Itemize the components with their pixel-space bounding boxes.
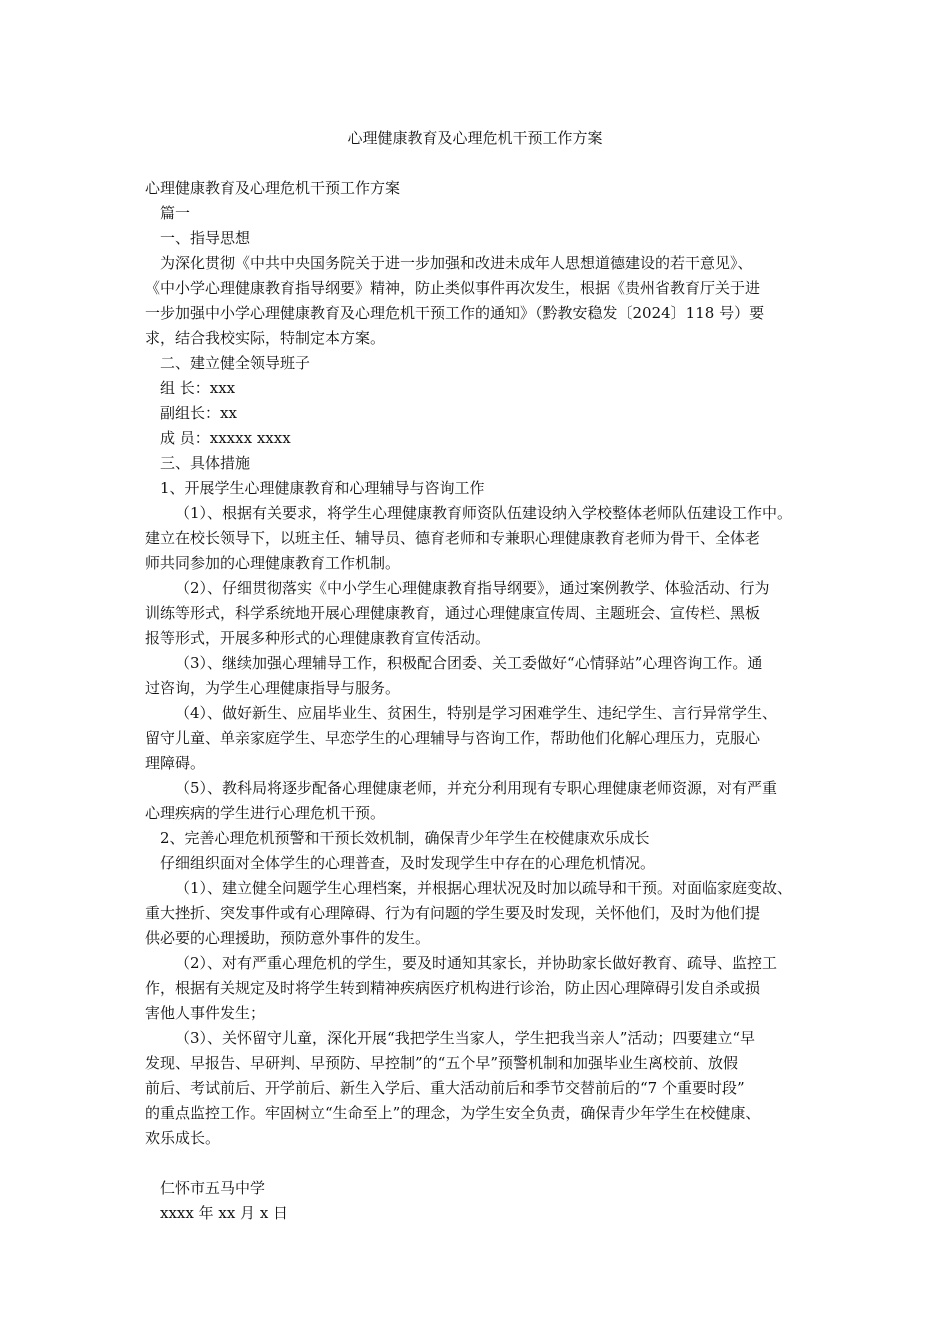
document-line: 一步加强中小学心理健康教育及心理危机干预工作的通知》（黔教安稳发〔2024〕118 号）要 bbox=[145, 304, 765, 322]
document-line: 重大挫折、突发事件或有心理障碍、行为有问题的学生要及时发现，关怀他们，及时为他们提 bbox=[145, 904, 761, 922]
document-line: 报等形式，开展多种形式的心理健康教育宣传活动。 bbox=[145, 629, 491, 647]
document-line: 组 长：xxx bbox=[160, 379, 236, 397]
document-line: 2、完善心理危机预警和干预长效机制，确保青少年学生在校健康欢乐成长 bbox=[160, 829, 650, 847]
document-line: 的重点监控工作。牢固树立“生命至上”的理念，为学生安全负责，确保青少年学生在校健康、 bbox=[145, 1104, 761, 1122]
document-line: 副组长：xx bbox=[160, 404, 237, 422]
page-title: 心理健康教育及心理危机干预工作方案 bbox=[347, 129, 603, 147]
document-line: 二、建立健全领导班子 bbox=[160, 354, 311, 372]
document-line: 作，根据有关规定及时将学生转到精神疾病医疗机构进行诊治，防止因心理障碍引发自杀或损 bbox=[145, 979, 761, 997]
document-line: 篇一 bbox=[160, 204, 191, 222]
document-line: 留守儿童、单亲家庭学生、早恋学生的心理辅导与咨询工作，帮助他们化解心理压力，克服心 bbox=[145, 729, 761, 747]
document-line: （3）、关怀留守儿童，深化开展“我把学生当家人，学生把我当亲人”活动；四要建立“早 bbox=[175, 1029, 756, 1047]
document-line: 三、具体措施 bbox=[160, 454, 251, 472]
document-line: 供必要的心理援助，预防意外事件的发生。 bbox=[145, 929, 431, 947]
document-line: （4）、做好新生、应届毕业生、贫困生，特别是学习困难学生、违纪学生、言行异常学生、 bbox=[175, 704, 778, 722]
document-line: （2）、仔细贯彻落实《中小学生心理健康教育指导纲要》，通过案例教学、体验活动、行为 bbox=[175, 579, 770, 597]
document-line: （2）、对有严重心理危机的学生，要及时通知其家长，并协助家长做好教育、疏导、监控工 bbox=[175, 954, 778, 972]
document-line: （5）、教科局将逐步配备心理健康老师，并充分利用现有专职心理健康老师资源，对有严重 bbox=[175, 779, 778, 797]
document-line: 1、开展学生心理健康教育和心理辅导与咨询工作 bbox=[160, 479, 485, 497]
document-line: xxxx 年 xx 月 x 日 bbox=[160, 1204, 289, 1222]
document-line: 仔细组织面对全体学生的心理普查，及时发现学生中存在的心理危机情况。 bbox=[160, 854, 656, 872]
document-line: 害他人事件发生； bbox=[145, 1004, 266, 1022]
document-line: （1）、根据有关要求，将学生心理健康教育师资队伍建设纳入学校整体老师队伍建设工作中。 bbox=[175, 504, 793, 522]
document-line: 发现、早报告、早研判、早预防、早控制”的“五个早”预警机制和加强毕业生离校前、放假 bbox=[145, 1054, 739, 1072]
document-line: 心理疾病的学生进行心理危机干预。 bbox=[145, 804, 386, 822]
document-line: 欢乐成长。 bbox=[145, 1129, 221, 1147]
document-line: 成 员：xxxxx xxxx bbox=[160, 429, 291, 447]
document-line: （3）、继续加强心理辅导工作，积极配合团委、关工委做好“心情驿站”心理咨询工作。通 bbox=[175, 654, 763, 672]
document-line: 为深化贯彻《中共中央国务院关于进一步加强和改进未成年人思想道德建设的若干意见》、 bbox=[160, 254, 753, 272]
document-body bbox=[145, 176, 817, 1226]
document-line: （1）、建立健全问题学生心理档案，并根据心理状况及时加以疏导和干预。对面临家庭变故、 bbox=[175, 879, 793, 897]
document-line: 建立在校长领导下，以班主任、辅导员、德育老师和专兼职心理健康教育老师为骨干、全体老 bbox=[145, 529, 761, 547]
document-line: 心理健康教育及心理危机干预工作方案 bbox=[145, 179, 401, 197]
blank-line bbox=[145, 1151, 817, 1176]
document-line: 仁怀市五马中学 bbox=[160, 1179, 266, 1197]
document-line: 前后、考试前后、开学前后、新生入学后、重大活动前后和季节交替前后的“7 个重要时段” bbox=[145, 1079, 745, 1097]
document-line: 训练等形式，科学系统地开展心理健康教育，通过心理健康宣传周、主题班会、宣传栏、黑板 bbox=[145, 604, 761, 622]
document-line: 理障碍。 bbox=[145, 754, 206, 772]
document-line: 过咨询，为学生心理健康指导与服务。 bbox=[145, 679, 401, 697]
document-line: 求，结合我校实际，特制定本方案。 bbox=[145, 329, 386, 347]
document-line: 《中小学心理健康教育指导纲要》精神，防止类似事件再次发生，根据《贵州省教育厅关于进 bbox=[145, 279, 761, 297]
document-line: 一、指导思想 bbox=[160, 229, 251, 247]
document-line: 师共同参加的心理健康教育工作机制。 bbox=[145, 554, 401, 572]
